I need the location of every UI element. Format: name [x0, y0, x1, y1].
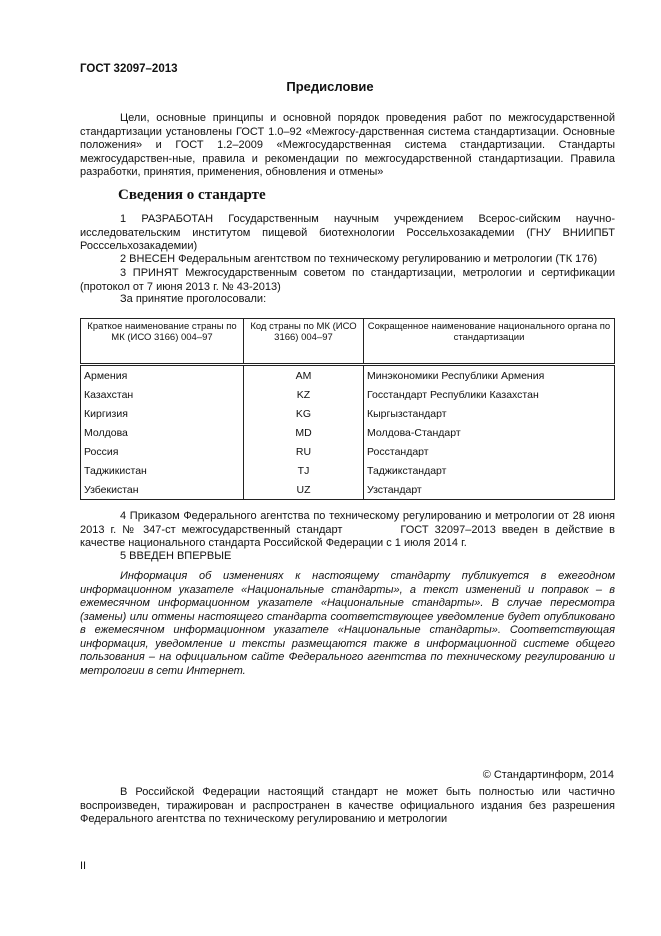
document-code: ГОСТ 32097–2013 [80, 63, 178, 75]
info-item-1: 1 РАЗРАБОТАН Государственным научным учреждением Всерос-сийским научно-исследовательским институтом пищевой биотехнологии Россельхозакадемии (ГНУ ВНИИПБТ Росссельхозакадемии) [80, 213, 615, 252]
country-code: TJ [297, 464, 310, 477]
national-body: Кыргызстандарт [364, 404, 615, 423]
foreword-text: Цели, основные принципы и основной порядок проведения работ по межгосударственной стандартизации установлены ГОСТ 1.0–92 «Межгосу-дарственная система стандартизации. Основные положения» и ГОСТ 1.2–2009 «Межгосударственная система стандартизации. Стандарты межгосударствен-ные, правила и рекомендации по межгосударственной стандартизации. Правила разработки, принятия, применения, обновления и отмены» [80, 112, 615, 178]
national-body: Госстандарт Республики Казахстан [364, 385, 615, 404]
country-name: Киргизия [81, 404, 244, 423]
table-row [81, 423, 615, 442]
country-name: Казахстан [81, 385, 244, 404]
states-table [80, 318, 615, 500]
national-body: Молдова-Стандарт [364, 423, 615, 442]
copyright: © Стандартинформ, 2014 [482, 769, 614, 781]
changes-info-text: Информация об изменениях к настоящему стандарту публикуется в ежегодном информационном указателе «Национальные стандарты», а текст изменений и поправок – в ежемесячном информационном указателе «Национальные стандарты». В случае пересмотра (замены) или отмены настоящего стандарта соответствующее уведомление будет опубликовано в ежемесячном информационном указателе «Национальные стандарты». Соответствующая информация, уведомление и тексты размещаются также в информационной системе общего пользования – на официальном сайте Федерального агентства по техническому регулированию и метрологии в сети Интернет. [80, 570, 615, 677]
national-body: Росстандарт [364, 442, 615, 461]
voted-label: За принятие проголосовали: [120, 293, 267, 305]
table-row [81, 385, 615, 404]
country-name: Армения [81, 365, 244, 386]
info-item-4-part-a: 4 Приказом Федерального агентства по техническому регулированию и метрологии от 28 июня 2013 г. № 347-ст межгосударственный стандарт [80, 510, 615, 536]
header-country-name: Краткое наименование страны по МК (ИСО 3166) 004–97 [81, 319, 244, 365]
table-row [81, 461, 615, 480]
rights-notice: В Российской Федерации настоящий стандарт не может быть полностью или частично воспроизведен, тиражирован и распространен в качестве официального издания без разрешения Федерального агентства по техническому регулированию и метрологии [80, 786, 615, 825]
country-name: Молдова [81, 423, 244, 442]
country-code: MD [295, 426, 312, 439]
info-item-5: 5 ВВЕДЕН ВПЕРВЫЕ [120, 550, 232, 562]
country-code: RU [295, 445, 312, 458]
info-item-3: 3 ПРИНЯТ Межгосударственным советом по стандартизации, метрологии и сертификации (протокол от 7 июня 2013 г. № 43-2013) [80, 267, 615, 293]
header-country-code: Код страны по МК (ИСО 3166) 004–97 [244, 319, 364, 365]
table-row [81, 442, 615, 461]
country-code: UZ [244, 480, 364, 500]
country-name: Узбекистан [81, 480, 244, 500]
info-item-4-part-b: ГОСТ 32097–2013 введен в действие в качестве национального стандарта Российской Федерации с 1 июля 2014 г. [80, 523, 615, 549]
standard-info-title: Сведения о стандарте [118, 187, 266, 203]
national-body: Минэкономики Республики Армения [364, 365, 615, 386]
country-name: Таджикистан [81, 461, 244, 480]
header-national-body: Сокращенное наименование национального органа по стандартизации [364, 319, 615, 365]
info-item-4 [80, 510, 615, 551]
national-body: Узстандарт [364, 480, 615, 500]
national-body: Таджикстандарт [364, 461, 615, 480]
country-code: KG [295, 407, 312, 420]
table-row [81, 480, 615, 500]
foreword-title: Предисловие [286, 79, 374, 94]
table-row [81, 404, 615, 423]
page-number: II [80, 860, 87, 872]
country-code: KZ [296, 388, 311, 401]
table-header-row [81, 319, 615, 365]
country-code: AM [295, 369, 312, 382]
country-name: Россия [81, 442, 244, 461]
info-item-2: 2 ВНЕСЕН Федеральным агентством по техническому регулированию и метрологии (ТК 176) [120, 253, 598, 265]
table-row [81, 365, 615, 386]
